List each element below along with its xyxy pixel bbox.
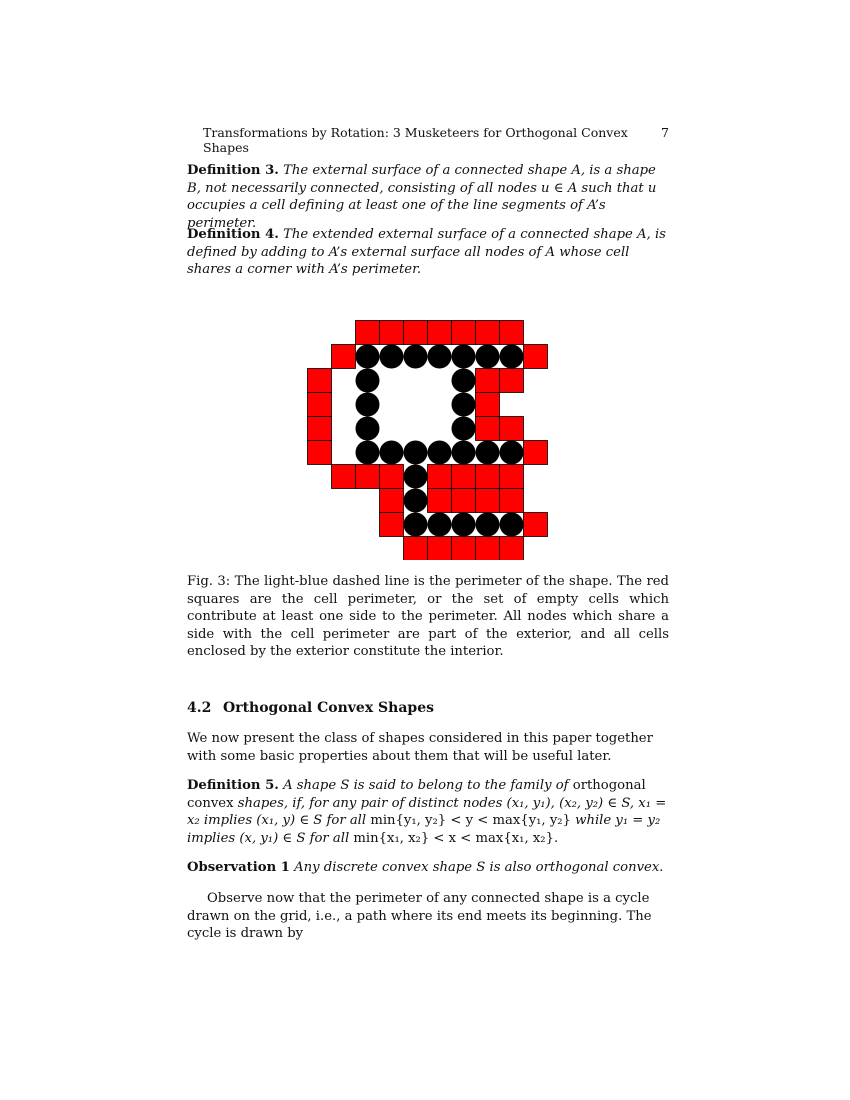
paragraph: We now present the class of shapes considered in this paper together with some basic properties about them that will be useful later. — [187, 731, 653, 764]
shape-node — [500, 513, 524, 537]
definition-4-text: The extended external surface of a connected shape A, is defined by adding to A’s external surface all nodes of A whose cell shares a corner with A’s perimeter. — [187, 227, 666, 277]
cell-perimeter-square — [500, 321, 524, 345]
section-number: 4.2 — [187, 700, 212, 716]
figure-caption — [187, 573, 669, 661]
definition-4 — [187, 226, 669, 279]
caption-text: The light-blue dashed line is the perimeter of the shape. The red squares are the cell perimeter, or the set of empty cells which contribute at least one side to the perimeter. All nodes which share a side with the cell perimeter are part of the exterior, and all cells enclosed by the exterior constitute the interior. — [187, 574, 669, 659]
cell-perimeter-square — [500, 417, 524, 441]
cell-perimeter-square — [476, 393, 500, 417]
shape-node — [428, 345, 452, 369]
cell-perimeter-square — [380, 489, 404, 513]
cell-perimeter-square — [428, 537, 452, 561]
shape-node — [356, 417, 380, 441]
cell-perimeter-square — [308, 393, 332, 417]
shape-node — [428, 513, 452, 537]
cell-perimeter-square — [452, 489, 476, 513]
running-title: Transformations by Rotation: 3 Musketeers for Orthogonal Convex Shapes — [203, 125, 628, 155]
cell-perimeter-square — [476, 537, 500, 561]
definition-5 — [187, 777, 669, 847]
cell-perimeter-square — [500, 369, 524, 393]
cell-perimeter-square — [428, 489, 452, 513]
cell-perimeter-square — [308, 417, 332, 441]
shape-node — [356, 345, 380, 369]
shape-node — [476, 441, 500, 465]
shape-node — [476, 345, 500, 369]
shape-node — [500, 441, 524, 465]
section-title: Orthogonal Convex Shapes — [223, 700, 434, 716]
definition-5-text-a: A shape S is said to belong to the family of — [283, 778, 569, 793]
observation-1 — [187, 859, 669, 877]
cell-perimeter-square — [308, 441, 332, 465]
definition-5-label: Definition 5. — [187, 778, 279, 793]
definition-5-term: orthogonal convex — [187, 778, 646, 811]
cell-perimeter-square — [428, 321, 452, 345]
definition-5-text-c: while y₁ = y₂ implies (x, y₁) ∈ S for all — [187, 813, 661, 846]
definition-3 — [187, 162, 669, 232]
observation-1-label: Observation 1 — [187, 860, 290, 875]
cell-perimeter-square — [500, 537, 524, 561]
cell-perimeter-square — [332, 345, 356, 369]
shape-node — [380, 441, 404, 465]
cell-perimeter-square — [356, 465, 380, 489]
cell-perimeter-square — [428, 465, 452, 489]
cell-perimeter-square — [452, 465, 476, 489]
cell-perimeter-square — [476, 369, 500, 393]
shape-node — [452, 393, 476, 417]
shape-node — [452, 513, 476, 537]
shape-node — [356, 369, 380, 393]
cell-perimeter-square — [380, 465, 404, 489]
definition-5-math-2: min{x₁, x₂} < x < max{x₁, x₂}. — [353, 830, 559, 846]
shape-figure — [306, 320, 549, 560]
shape-node — [428, 441, 452, 465]
shape-node — [452, 441, 476, 465]
section-heading — [187, 700, 434, 716]
shape-node — [404, 513, 428, 537]
cell-perimeter-square — [308, 369, 332, 393]
definition-4-label: Definition 4. — [187, 227, 279, 242]
shape-node — [404, 345, 428, 369]
cell-perimeter-square — [404, 537, 428, 561]
cell-perimeter-square — [476, 489, 500, 513]
shape-node — [500, 345, 524, 369]
cell-perimeter-square — [500, 465, 524, 489]
cell-perimeter-square — [476, 417, 500, 441]
cell-perimeter-square — [476, 321, 500, 345]
cell-perimeter-square — [524, 513, 548, 537]
cell-perimeter-square — [524, 345, 548, 369]
definition-3-text: The external surface of a connected shape A, is a shape B, not necessarily connected, consisting of all nodes u ∈ A such that u occupies a cell defining at least one of the line segments of A’s perimeter. — [187, 163, 657, 231]
shape-node — [476, 513, 500, 537]
cell-perimeter-square — [476, 465, 500, 489]
shape-node — [356, 393, 380, 417]
cell-perimeter-square — [524, 441, 548, 465]
cell-perimeter-square — [332, 465, 356, 489]
shape-node — [452, 369, 476, 393]
cell-perimeter-square — [500, 489, 524, 513]
definition-5-math-1: min{y₁, y₂} < y < max{y₁, y₂} — [370, 813, 571, 828]
shape-node — [404, 465, 428, 489]
definition-3-label: Definition 3. — [187, 163, 279, 178]
observation-1-text: Any discrete convex shape S is also orthogonal convex. — [294, 860, 664, 875]
paragraph: Observe now that the perimeter of any connected shape is a cycle drawn on the grid, i.e., a path where its end meets its beginning. The cycle is drawn by — [187, 891, 652, 941]
shape-node — [404, 489, 428, 513]
shape-node — [452, 417, 476, 441]
shape-node — [404, 441, 428, 465]
shape-node — [380, 345, 404, 369]
cell-perimeter-square — [356, 321, 380, 345]
cell-perimeter-square — [380, 513, 404, 537]
shape-node — [452, 345, 476, 369]
caption-label: Fig. 3: — [187, 574, 231, 589]
cell-perimeter-square — [404, 321, 428, 345]
cell-perimeter-square — [452, 321, 476, 345]
definition-5-text-b: shapes, if, for any pair of distinct nodes (x₁, y₁), (x₂, y₂) ∈ S, x₁ = x₂ implies (x₁, y) ∈ S for all — [187, 795, 667, 828]
cell-perimeter-square — [380, 321, 404, 345]
page-number: 7 — [661, 125, 669, 140]
cell-perimeter-square — [452, 537, 476, 561]
shape-node — [356, 441, 380, 465]
